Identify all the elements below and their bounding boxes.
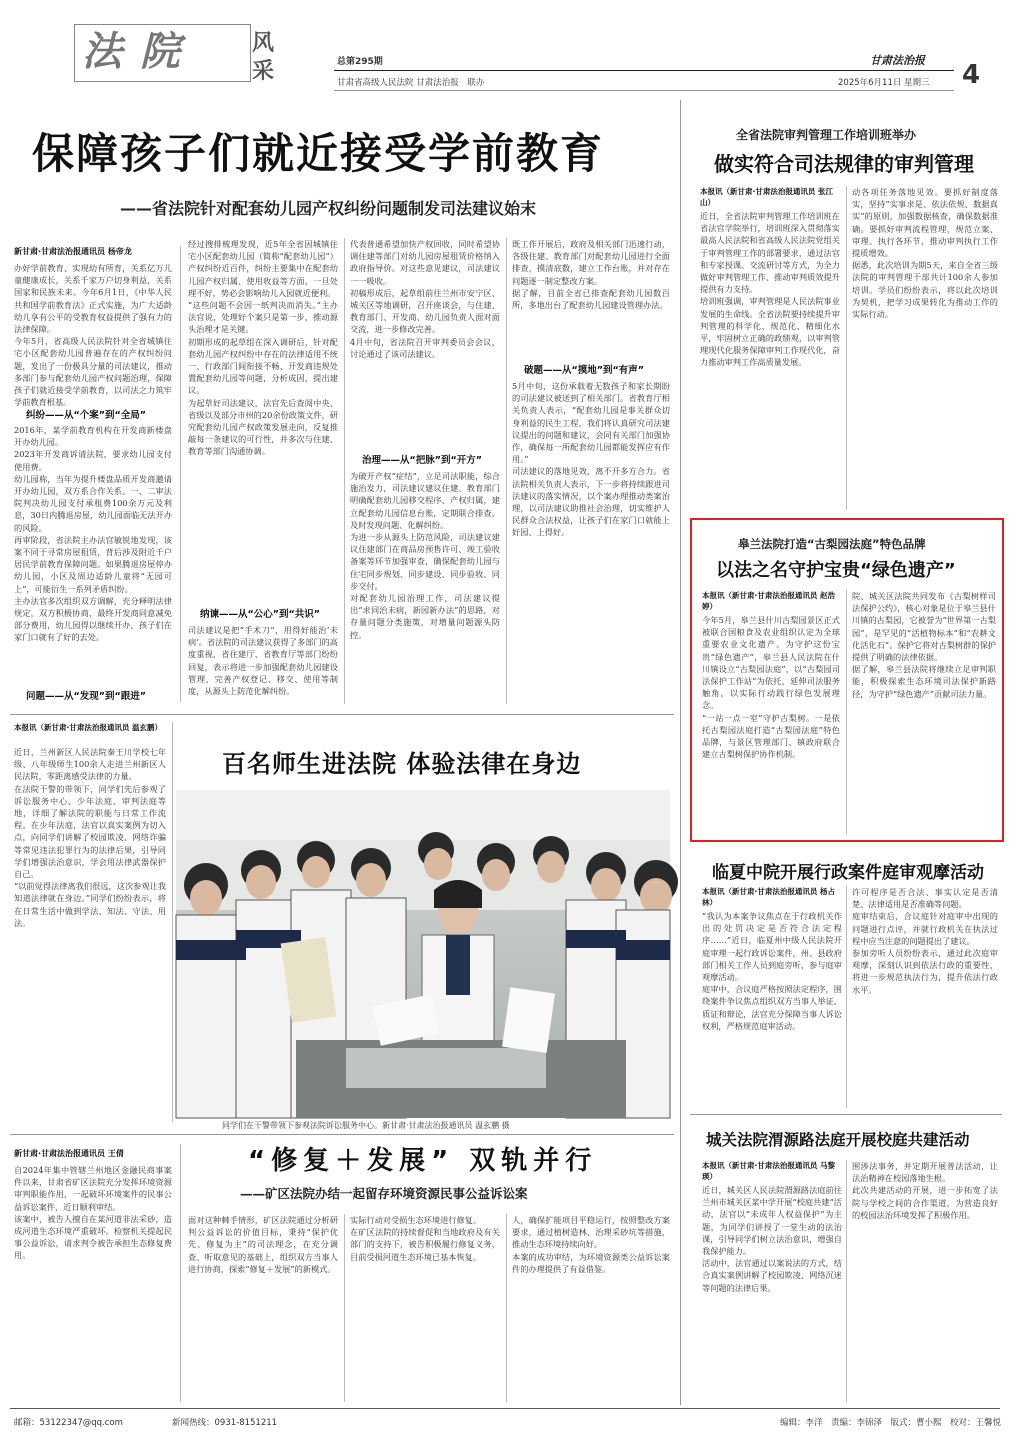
a1-col3: 代表普通希望加快产权回收，同时希望协调住建等部门对幼儿园房屋租赁价格纳入政府指导价。对这些意见建议，司法建议一一吸收。 初稿形成后，起草组前往兰州市安宁区、城关区等地调研，召开座谈会，与住建、教育部门、开发商、幼儿园负责人面对面交流，进一步修改完善。 4月中旬，省法院召开审判委员会会议，讨论通过了该司法建议。 <box>350 239 500 359</box>
col-divider <box>846 186 847 510</box>
page-number: 4 <box>962 60 981 90</box>
col-divider <box>846 1160 847 1402</box>
a2-byline: 本报讯（新甘肃·甘肃法治报通讯员 张江山） <box>700 187 833 207</box>
col-divider <box>506 238 507 704</box>
a2-col2: 动各项任务落地见效。要抓好制度落实，坚持“实事求是、依法依规、数据真实”的原则，加强数据核查，确保数据准确。要抓好审判流程管理，规范立案、审理、执行各环节，推动审判执行工作提质增效。 据悉，此次培训为期5天，来自全省三级法院的审判管理干部共计100余人参加培训。学员们纷纷表示，将以此次培训为契机，把学习成果转化为推动工作的实际行动。 <box>852 187 998 320</box>
a5-col2: 许可程序是否合法、事实认定是否清楚、法律适用是否准确等问题。 庭审结束后，合议庭针对庭审中出现的问题进行点评，并就行政机关在执法过程中应当注意的问题提出了建议。 参加旁听人员纷纷表示，通过此次庭审观摩，深刻认识到依法行政的重要性，将进一步规范执法行为，提升依法行政水平。 <box>852 887 998 995</box>
section-divider <box>10 714 674 715</box>
col-divider <box>344 1214 345 1402</box>
col-divider <box>846 886 847 1108</box>
a1-col3b: 为破开产权“症结”，立足司法职能，综合施治发力，司法建议建议住建、教育部门明确配套幼儿园移交程序、产权归属，建立配套幼儿园信息台账，定期联合排查，及时发现问题、化解纠纷。 为进一步从源头上防范风险，司法建议建议住建部门在商品房预售许可、竣工验收备案等环节加强审查，确保配套幼儿园与住宅同步规划、同步建设、同步验收、同步交付。 对配套幼儿园治理工作，司法建议提出“求同治未病，新园新办法”的思路，对存量问题分类施策，对增量问题源头防控。 <box>350 471 500 640</box>
issue-date: 2025年6月11日 星期三 <box>838 78 930 88</box>
section-title-big: 法院 <box>82 28 198 75</box>
a7-col1: 近日，城关区人民法院渭源路法庭前往兰州市城关区某中学开展“校庭共建”活动，法官以“未成年人权益保护”为主题，为同学们讲授了一堂生动的法治课，引导同学们树立法治意识，增强自我保护能力。 活动中，法官通过以案说法的方式，结合真实案例讲解了校园欺凌、网络沉迷等问题的法律后果。 <box>702 1185 842 1293</box>
section-divider <box>690 1114 1002 1115</box>
a1-heading-5: 破题——从“摸地”到“有声” <box>524 365 644 376</box>
masthead-rule-bottom <box>334 90 954 91</box>
a2-kicker: 全省法院审判管理工作培训班举办 <box>736 128 917 142</box>
footer-email: 邮箱：53122347@qq.com <box>14 1418 123 1428</box>
a6-col2: 面对这种棘手情形，矿区法院通过分析研判公益诉讼的价值目标，秉持“保护优先、修复为主”的司法理念，在充分调查、听取意见的基础上，组织双方当事人进行协商，探索“修复＋发展”的新模式。 <box>188 1215 338 1274</box>
col-divider <box>180 246 181 702</box>
masthead-rule <box>334 70 954 71</box>
a5-title: 临夏中院开展行政案件庭审观摩活动 <box>712 863 984 883</box>
a1-heading-2: 问题——从“发现”到“跟进” <box>26 691 146 702</box>
a1-col2: 经过搜排梳理发现，近5年全省因城镇住宅小区配套幼儿园（简称“配套幼儿园”）产权纠纷近百件，纠纷主要集中在配套幼儿园产权归属、使用收益等方面，一旦处理不好，势必会影响幼儿入园就近便利。 “这些问题不会因一纸判决而消失。”主办法官说，处理好个案只是第一步，推动源头治理才是关键。 初期形成的起草组在深入调研后，针对配套幼儿园产权纠纷中存在的法律适用不统一、行政部门间衔接不畅、开发商违规处置配套幼儿园等问题，分析成因，提出建议。 为起草好司法建议，法官先后查阅中央、省级以及部分市州的20余份政策文件，研究配套幼儿园产权政策发展走向，反复推敲每一条建议的可行性，并多次与住建、教育等部门沟通协调。 <box>188 239 338 457</box>
a4-caption: 同学们在干警带领下参观法院诉讼服务中心。新甘肃·甘肃法治报通讯员 温玄鹏 摄 <box>222 1121 510 1130</box>
a7-title: 城关法院渭源路法庭开展校庭共建活动 <box>706 1131 970 1149</box>
a7-byline: 本报讯（新甘肃·甘肃法治报通讯员 马黎瑛） <box>702 1161 835 1181</box>
col-divider <box>680 100 681 1405</box>
a1-byline: 新甘肃·甘肃法治报通讯员 杨帝龙 <box>14 247 132 256</box>
a1-col2b: 司法建议是把“手术刀”，用得好能治‘未病’。省法院的司法建议获得了多部门的高度重视，省住建厅、省教育厅等部门纷纷回复，表示将进一步加强配套幼儿园建设管理，完善产权登记、移交、使用等制度，从源头上防范化解纠纷。 <box>188 625 338 697</box>
a6-col4: 人，确保扩能项目平稳运行，按照整改方案要求，通过植树造林、治理采砂坑等措施，推动生态环境持续向好。 本案的成功审结，为环境资源类公益诉讼案件的办理提供了有益借鉴。 <box>512 1215 670 1274</box>
section-title-small-2: 采 <box>252 58 275 84</box>
a4-title: 百名师生进法院 体验法律在身边 <box>222 750 582 778</box>
a6-title: “修复＋发展” 双轨并行 <box>248 1146 598 1176</box>
a3-title: 以法之名守护宝贵“绿色遗产” <box>716 560 956 581</box>
a3-col2: 院、城关区法院共同发布《古梨树样司法保护公约》，核心对象是位于皋兰县什川镇的古梨园，它被誉为“世界第一古梨园”，是罕见的“活植物标本”和“农耕文化活化石”。保护它将对古梨树群的保护提供了明确的法律依据。 据了解，皋兰县法院将继续立足审判职能，积极探索生态环境司法保护新路径，为守护“绿色遗产”贡献司法力量。 <box>852 591 996 699</box>
footer-rule <box>10 1408 1000 1409</box>
col-divider <box>506 1214 507 1402</box>
a5-byline: 本报讯（新甘肃·甘肃法治报通讯员 杨占林） <box>702 887 835 907</box>
a7-col2: 围涉法事务，并定期开展普法活动，让法治精神在校园落地生根。 此次共建活动的开展，进一步拓宽了法院与学校之间的合作渠道，为营造良好的校园法治环境发挥了积极作用。 <box>852 1161 998 1220</box>
col-divider <box>172 722 173 1122</box>
a4-photo <box>176 790 670 1118</box>
a6-col1: 自2024年集中管辖兰州地区金融民商事案件以来，甘肃省矿区法院充分发挥环境资源审判职能作用，一起破坏环境案件的民事公益诉讼案件，近日顺利审结。 该案中，被告人擅自在某河道非法采砂，造成河道生态环境严重破坏。检察机关提起民事公益诉讼，请求判令被告承担生态修复费用。 <box>14 1165 172 1261</box>
col-divider <box>846 590 847 834</box>
a1-heading-4: 治理——从“把脉”到“开方” <box>362 455 482 466</box>
section-logo <box>74 24 275 84</box>
a1-heading-3: 纳谏——从“公心”到“共识” <box>200 609 320 620</box>
a4-col1: 近日，兰州新区人民法院秦王川学校七年级、八年级师生100余人走进兰州新区人民法院，零距离感受法律的力量。 在法院干警的带领下，同学们先后参观了诉讼服务中心、少年法庭、审判法庭等地，详细了解法院的职能与日常工作流程。在少年法庭，法官以真实案例为切入点，向同学们讲解了校园欺凌、网络诈骗等常见违法犯罪行为的法律后果，引导同学们增强法治意识，学会用法律武器保护自己。 “以前觉得法律离我们很远，这次参观让我知道法律就在身边。”同学们纷纷表示，将在日常生活中做到学法、知法、守法、用法。 <box>14 747 166 928</box>
a3-col1: 今年5月，皋兰县什川古梨园景区正式被联合国粮食及农业组织认定为全球重要农业文化遗产。为守护这份宝贵“绿色遗产”，皋兰县人民法院在什川镇设立“古梨园法庭”，以“古梨园司法保护工作站”为依托，延伸司法服务触角，以实际行动践行绿色发展理念。 “一站一点一室”守护古梨树。一是依托古梨园法庭打造“古梨园法庭”特色品牌，与景区管理部门、镇政府联合建立古梨树保护协作机制。 <box>702 615 840 760</box>
footer-hotline: 新闻热线：0931-8151211 <box>172 1418 278 1428</box>
a1-heading-1: 纠纷——从“个案”到“全局” <box>26 410 146 421</box>
section-divider <box>10 1134 674 1135</box>
a2-title: 做实符合司法规律的审判管理 <box>714 152 974 176</box>
a2-col1: 近日，全省法院审判管理工作培训班在省法官学院举行，培训班深入贯彻落实最高人民法院和省高级人民法院党组关于审判管理工作的部署要求，通过法官和专家授课、交流研讨等方式，为全力做好审判管理工作、推动审判质效提升提供有力支持。 培训班强调，审判管理是人民法院事业发展的生命线。全省法院要持续提升审判管理的科学化、规范化、精细化水平，牢固树立正确的政绩观，以审判管理现代化服务保障审判工作现代化，奋力推动审判工作高质量发展。 <box>700 211 840 368</box>
photo-scene <box>176 790 670 1118</box>
a1-subtitle: ——省法院针对配套幼儿园产权纠纷问题制发司法建议始末 <box>120 199 537 218</box>
a1-col4b: 5月中旬，这份承载着无数孩子和家长期盼的司法建议被送到了相关部门。省教育厅相关负责人表示，“配套幼儿园是事关群众切身利益的民生工程，我们将认真研究司法建议提出的问题和建议，会同有关部门加强协作，确保每一所配套幼儿园都能发挥应有作用。” 司法建议的落地见效，离不开多方合力。省法院相关负责人表示，下一步将持续跟进司法建议的落实情况，以个案办理推动类案治理，以司法建议助推社会治理，切实维护人民群众合法权益，让孩子们在家门口就能上好园、上得好。 <box>512 381 670 538</box>
a1-col1b: 2016年，某学前教育机构在开发商新楼盘开办幼儿园。 2023年开发商诉请法院，要求幼儿园支付使用费。 幼儿园称，当年为提升楼盘品质开发商邀请开办幼儿园，双方系合作关系。一、二审法院判决幼儿园支付承租费100余万元及利息，30日内腾退房屋，幼儿园面临无法开办的风险。 再审阶段，省法院主办法官敏锐地发现，该案不同于寻常房屋租赁，背后涉及附近千户居民学前教育保障问题。如果腾退房屋停办幼儿园，小区及周边适龄儿童将“无园可上”，可能衍生一系列矛盾纠纷。 主办法官多次组织双方调解，充分释明法律规定，双方积极协商，最终开发商同意减免部分费用，幼儿园得以继续开办，孩子们在家门口就有了好的去处。 <box>14 425 172 643</box>
a4-byline: 本报讯（新甘肃·甘肃法治报通讯员 温玄鹏） <box>14 723 162 732</box>
a6-col3: 实际行动对受损生态环境进行修复。 在矿区法院的持续督促和当地政府及有关部门的支持下，被告积极履行修复义务，目前受损河道生态环境已基本恢复。 <box>350 1215 500 1262</box>
a3-kicker: 皋兰法院打造“古梨园法庭”特色品牌 <box>738 537 926 551</box>
col-divider <box>344 238 345 704</box>
a1-col4: 既工作开展后，政府及相关部门迅速行动，各级住建、教育部门对配套幼儿园进行全面排查，摸清底数，建立工作台账，并对存在问题逐一制定整改方案。 据了解，目前全省已排查配套幼儿园数百所，多地出台了配套幼儿园建设管理办法。 <box>512 239 670 311</box>
a5-col1: “我认为本案争议焦点在于行政机关作出的处罚决定是否符合法定程序……”近日，临夏州中级人民法院开庭审理一起行政诉讼案件，州、县政府部门相关工作人员到庭旁听，参与庭审观摩活动。 庭审中，合议庭严格按照法定程序，围绕案件争议焦点组织双方当事人举证、质证和辩论，法官充分保障当事人诉讼权利，严格规范庭审活动。 <box>702 911 842 1031</box>
a1-col1: 办好学前教育、实现幼有所育，关系亿万儿童健康成长，关系千家万户切身利益，关系国家和民族未来。今年6月1日，《中华人民共和国学前教育法》正式实施，为广大适龄幼儿享有公平的受教育权益提供了强有力的法律保障。 今年5月，省高级人民法院针对全省城镇住宅小区配套幼儿园普遍存在的产权纠纷问题，发出了一份极具分量的司法建议，推动多部门参与配套幼儿园产权问题治理，保障孩子们就近接受学前教育，以司法之力筑牢学前教育根基。 <box>14 263 172 408</box>
footer-editors: 编辑：李洋 责编：李锦泽 版式：曹小熙 校对：王馨悦 <box>780 1418 1002 1428</box>
a1-title: 保障孩子们就近接受学前教育 <box>32 129 605 178</box>
sponsors: 甘肃省高级人民法院 甘肃法治报 联办 <box>337 78 485 88</box>
issue-number: 总第295期 <box>337 57 383 67</box>
a6-byline: 新甘肃·甘肃法治报通讯员 王倩 <box>14 1149 124 1158</box>
col-divider <box>180 1144 181 1402</box>
paper-name: 甘肃法治报 <box>870 54 925 67</box>
section-title-small-1: 风 <box>252 30 275 56</box>
a6-subtitle: ——矿区法院办结一起留存环境资源民事公益诉讼案 <box>240 1186 528 1201</box>
a3-byline: 本报讯（新甘肃·甘肃法治报通讯员 赵浩婷） <box>702 591 835 611</box>
